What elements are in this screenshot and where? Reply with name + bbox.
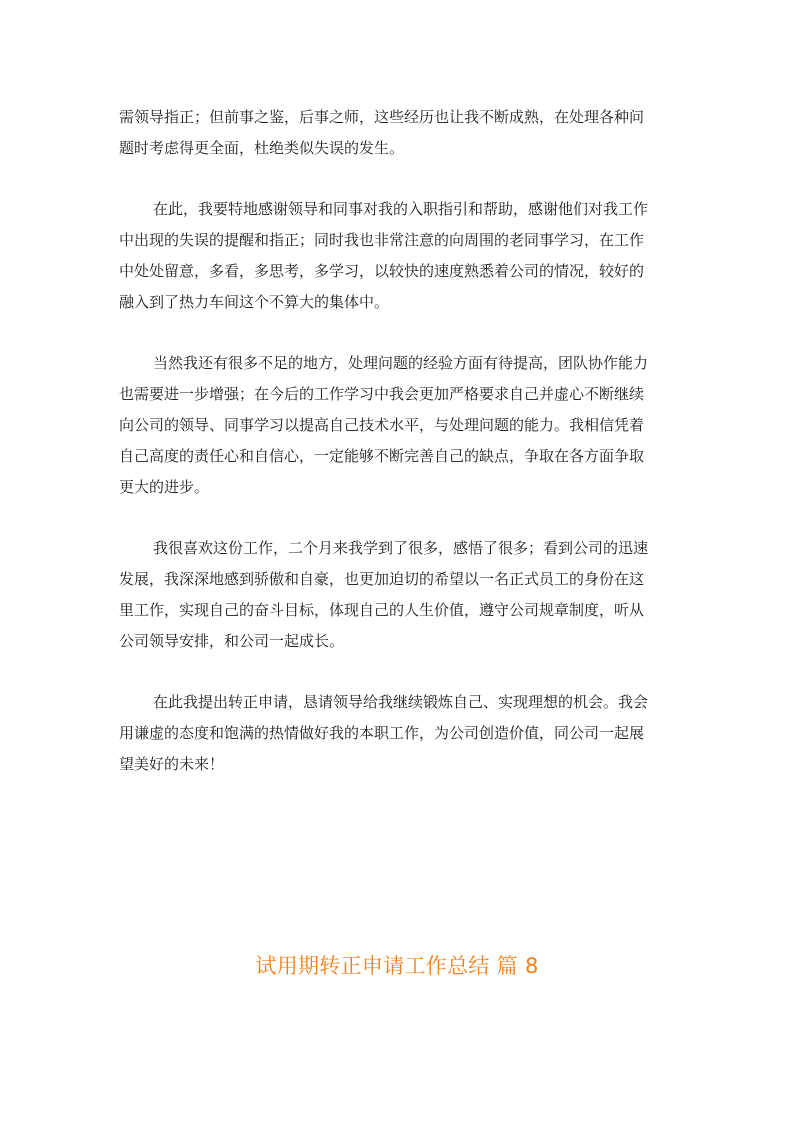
paragraph-line: 中处处留意，多看，多思考，多学习，以较快的速度熟悉着公司的情况，较好的 — [119, 262, 645, 280]
paragraph-line: 题时考虑得更全面，杜绝类似失误的发生。 — [119, 139, 405, 157]
paragraph-line: 在此我提出转正申请，恳请领导给我继续锻炼自己、实现理想的机会。我会 — [153, 693, 649, 711]
paragraph-line: 需领导指正；但前事之鉴，后事之师，这些经历也让我不断成熟，在处理各种问 — [119, 108, 645, 126]
paragraph-line: 当然我还有很多不足的地方，处理问题的经验方面有待提高，团队协作能力 — [153, 354, 649, 372]
paragraph-line: 我很喜欢这份工作，二个月来我学到了很多，感悟了很多；看到公司的迅速 — [153, 539, 649, 557]
paragraph-line: 融入到了热力车间这个不算大的集体中。 — [119, 293, 390, 311]
document-body — [119, 102, 679, 809]
paragraph-line: 向公司的领导、同事学习以提高自己技术水平，与处理问题的能力。我相信凭着 — [119, 416, 645, 434]
paragraph-line: 自己高度的责任心和自信心，一定能够不断完善自己的缺点，争取在各方面争取 — [119, 447, 645, 465]
paragraph-line: 里工作，实现自己的奋斗目标，体现自己的人生价值，遵守公司规章制度，听从 — [119, 601, 645, 619]
paragraph-line: 在此，我要特地感谢领导和同事对我的入职指引和帮助，感谢他们对我工作 — [153, 200, 649, 218]
paragraph-5 — [119, 687, 679, 780]
paragraph-line: 更大的进步。 — [119, 478, 210, 496]
paragraph-line: 望美好的未来！ — [119, 755, 225, 773]
paragraph-1 — [119, 102, 679, 164]
paragraph-line: 中出现的失误的提醒和指正；同时我也非常注意的向周围的老同事学习，在工作 — [119, 231, 645, 249]
paragraph-line: 公司领导安排，和公司一起成长。 — [119, 632, 345, 650]
paragraph-line: 用谦虚的态度和饱满的热情做好我的本职工作，为公司创造价值，同公司一起展 — [119, 724, 645, 742]
paragraph-3 — [119, 348, 679, 503]
paragraph-2 — [119, 194, 679, 318]
paragraph-line: 也需要进一步增强；在今后的工作学习中我会更加严格要求自己并虚心不断继续 — [119, 385, 645, 403]
paragraph-line: 发展，我深深地感到骄傲和自豪，也更加迫切的希望以一名正式员工的身份在这 — [119, 570, 645, 588]
section-heading: 试用期转正申请工作总结 篇 8 — [255, 954, 539, 978]
paragraph-4 — [119, 533, 679, 657]
